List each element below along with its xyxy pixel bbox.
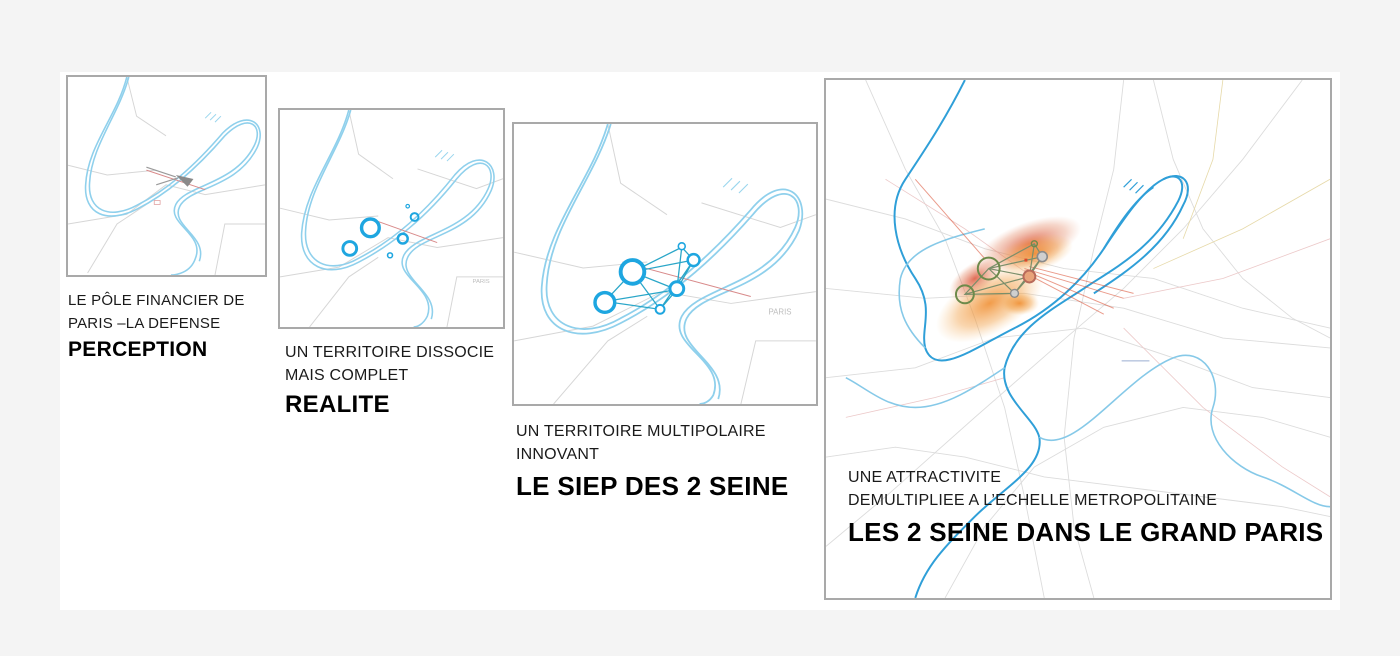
stage-title: PERCEPTION: [68, 338, 208, 361]
caption-grand-paris: [848, 466, 1323, 552]
map-panel-realite: [278, 108, 505, 329]
subtitle-line: LE PÔLE FINANCIER DE: [68, 292, 245, 309]
map-panel-siep: [512, 122, 818, 406]
subtitle-line: INNOVANT: [516, 446, 600, 463]
subtitle-line: DEMULTIPLIEE A L’ECHELLE METROPOLITAINE: [848, 492, 1218, 509]
subtitle-line: UN TERRITOIRE DISSOCIE: [285, 344, 495, 361]
stage-title: LE SIEP DES 2 SEINE: [516, 471, 789, 501]
map-siep: [514, 124, 816, 404]
caption-realite: [285, 341, 494, 423]
caption-perception: [68, 289, 245, 365]
map-perception: [68, 77, 265, 275]
map-realite: [280, 110, 503, 327]
paris-map-label: PARIS: [768, 307, 792, 317]
subtitle-line: UNE ATTRACTIVITE: [848, 469, 1002, 486]
subtitle-line: MAIS COMPLET: [285, 367, 409, 384]
paris-map-label: PARIS: [472, 278, 490, 285]
map-panel-perception: [66, 75, 267, 277]
subtitle-line: UN TERRITOIRE MULTIPOLAIRE: [516, 423, 766, 440]
caption-siep: [516, 420, 789, 506]
stage-title: LES 2 SEINE DANS LE GRAND PARIS: [848, 517, 1324, 547]
stage-title: REALITE: [285, 391, 390, 418]
subtitle-line: PARIS –LA DEFENSE: [68, 315, 221, 332]
